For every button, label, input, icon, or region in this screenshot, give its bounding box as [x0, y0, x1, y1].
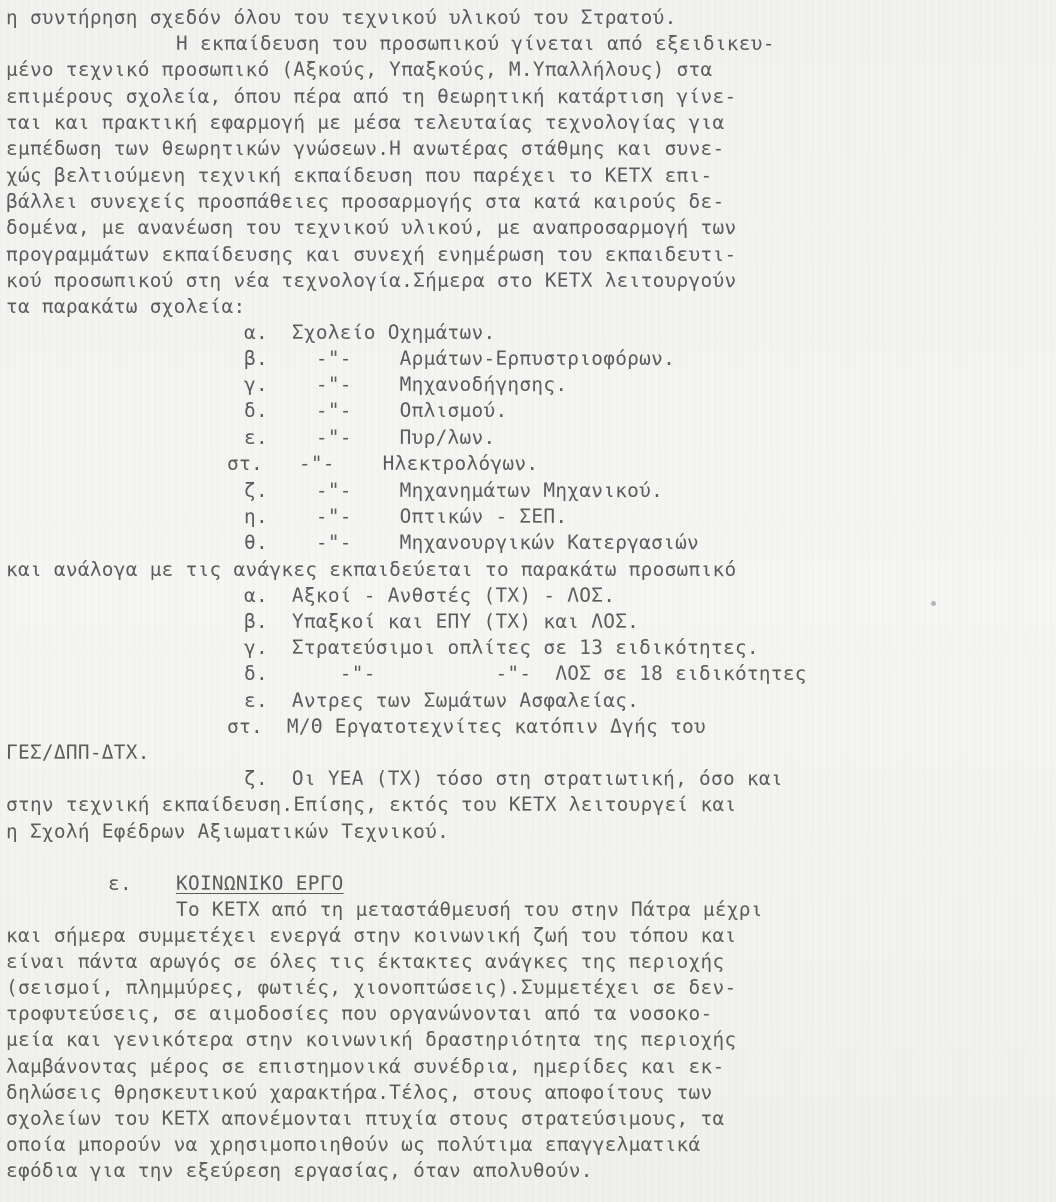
text-line: η Σχολή Εφέδρων Αξιωματικών Τεχνικού.	[6, 819, 450, 843]
list-item-school: θ. -"- Μηχανουργικών Κατεργασιών	[244, 530, 700, 554]
text-line: τροφυτεύσεις, σε αιμοδοσίες που οργανώνονται από τα νοσοκο-	[6, 1002, 713, 1026]
list-item-personnel: δ. -"- -"- ΛΟΣ σε 18 ειδικότητες	[244, 662, 807, 686]
section-heading: ΚΟΙΝΩΝΙΚΟ ΕΡΓΟ	[176, 871, 344, 895]
text-line: κού προσωπικού στη νέα τεχνολογία.Σήμερα στο ΚΕΤΧ λειτουργούν	[6, 268, 737, 292]
text-line: μεία και γενικότερα στην κοινωνική δραστηριότητα της περιοχής	[6, 1028, 737, 1052]
list-item-school: β. -"- Αρμάτων-Ερπυστριοφόρων.	[244, 347, 676, 371]
text-line: δηλώσεις θρησκευτικού χαρακτήρα.Τέλος, στους αποφοίτους των	[6, 1080, 713, 1104]
text-line: Η εκπαίδευση του προσωπικού γίνεται από εξειδικευ-	[176, 32, 775, 56]
text-line: οποία μπορούν να χρησιμοποιηθούν ως πολύτιμα επαγγελματικά	[6, 1132, 701, 1156]
text-line: λαμβάνοντας μέρος σε επιστημονικά συνέδρια, ημερίδες και εκ-	[6, 1054, 725, 1078]
text-line: τα παρακάτω σχολεία:	[6, 294, 246, 318]
list-item-personnel: α. Αξκοί - Ανθστές (ΤΧ) - ΛΟΣ.	[244, 583, 616, 607]
text-line: (σεισμοί, πλημμύρες, φωτιές, χιονοπτώσεις).Συμμετέχει σε δεν-	[6, 976, 737, 1000]
list-item-school: α. Σχολείο Οχημάτων.	[244, 321, 496, 344]
text-line: και σήμερα συμμετέχει ενεργά στην κοινωνική ζωή του τόπου και	[6, 924, 737, 947]
list-item-personnel: γ. Στρατεύσιμοι οπλίτες σε 13 ειδικότητες.	[244, 635, 759, 659]
text-line: μένο τεχνικό προσωπικό (Αξκούς, Υπαξκούς, Μ.Υπαλλήλους) στα	[6, 58, 713, 82]
list-item-personnel: β. Υπαξκοί και ΕΠΥ (ΤΧ) και ΛΟΣ.	[244, 609, 640, 633]
list-item-school: γ. -"- Μηχανοδήγησης.	[244, 373, 568, 397]
text-line: προγραμμάτων εκπαίδευσης και συνεχή ενημέρωση του εκπαιδευτι-	[6, 242, 737, 266]
list-item-school: ζ. -"- Μηχανημάτων Μηχανικού.	[244, 478, 664, 502]
text-line: και ανάλογα με τις ανάγκες εκπαιδεύεται το παρακάτω προσωπικό	[6, 557, 737, 581]
text-line: δομένα, με ανανέωση του τεχνικού υλικού, με αναπροσαρμογή των	[6, 215, 737, 239]
text-line: ζ. Οι ΥΕΑ (ΤΧ) τόσο στη στρατιωτική, όσο και	[244, 767, 783, 791]
text-line: είναι πάντα αρωγός σε όλες τις έκτακτες ανάγκες της περιοχής	[6, 950, 725, 974]
list-item-personnel: ε. Αντρες των Σωμάτων Ασφαλείας.	[244, 689, 640, 712]
text-line: ΓΕΣ/ΔΠΠ-ΔΤΧ.	[6, 741, 150, 765]
text-line: Το ΚΕΤΧ από τη μεταστάθμευσή του στην Πάτρα μέχρι	[176, 897, 763, 921]
list-item-school: ε. -"- Πυρ/λων.	[244, 426, 496, 450]
text-line: σχολείων του ΚΕΤΧ απονέμονται πτυχία στους στρατεύσιμους, τα	[6, 1106, 725, 1130]
text-line: εφόδια για την εξεύρεση εργασίας, όταν απολυθούν.	[6, 1159, 593, 1182]
text-line: εμπέδωση των θεωρητικών γνώσεων.Η ανωτέρας στάθμης και συνε-	[6, 137, 725, 161]
text-line: χώς βελτιούμενη τεχνική εκπαίδευση που παρέχει το ΚΕΤΧ επι-	[6, 163, 713, 187]
scan-speck	[931, 601, 936, 606]
text-line: στην τεχνική εκπαίδευση.Επίσης, εκτός του ΚΕΤΧ λειτουργεί και	[6, 793, 737, 817]
list-item-school: στ. -"- Ηλεκτρολόγων.	[227, 452, 539, 476]
text-line: ται και πρακτική εφαρμογή με μέσα τελευταίας τεχνολογίας για	[6, 111, 725, 135]
text-line: η συντήρηση σχεδόν όλου του τεχνικού υλικού του Στρατού.	[6, 6, 677, 29]
text-line: επιμέρους σχολεία, όπου πέρα από τη θεωρητική κατάρτιση γίνε-	[6, 85, 737, 109]
text-line: βάλλει συνεχείς προσπάθειες προσαρμογής στα κατά καιρούς δε-	[6, 189, 725, 213]
list-item-personnel: στ. Μ/Θ Εργατοτεχνίτες κατόπιν Δγής του	[227, 715, 706, 739]
list-item-school: η. -"- Οπτικών - ΣΕΠ.	[244, 504, 568, 528]
section-marker: ε.	[108, 871, 132, 895]
list-item-school: δ. -"- Οπλισμού.	[244, 399, 508, 423]
